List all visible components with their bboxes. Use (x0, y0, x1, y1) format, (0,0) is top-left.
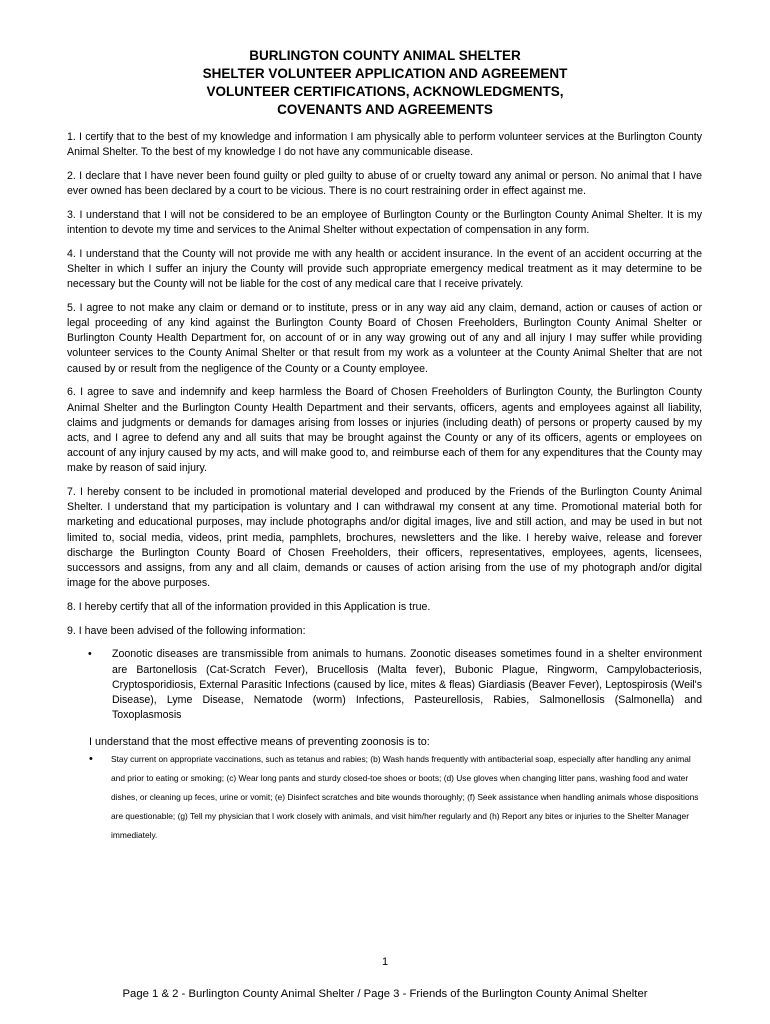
page-footer: Page 1 & 2 - Burlington County Animal Shelter / Page 3 - Friends of the Burlington County Animal Shelter (122, 988, 648, 1000)
bullet-icon: • (89, 753, 93, 766)
page-number: 1 (381, 956, 389, 968)
paragraph-2: 2. I declare that I have never been found guilty or pled guilty to abuse of or cruelty toward any animal or person. No animal that I have ever owned has been declared by a court to be vicious. There is no court restraining order in effect against me. (67, 169, 702, 198)
paragraph-5: 5. I agree to not make any claim or demand or to institute, press or in any way aid any claim, demand, action or causes of action or legal proceeding of any kind against the Burlington County Board of Chosen Freeholders, Burlington County Animal Shelter or Burlington County Health Department for, on account of or in any way growing out of any and all injury I may suffer while providing volunteer services to the County Animal Shelter or that result from my work as a volunteer at the County Animal Shelter that are not caused by or result from the negligence of the County or a County employee. (67, 301, 702, 375)
list-item (67, 647, 702, 723)
document-body (67, 130, 702, 845)
prevention-text: Stay current on appropriate vaccinations, such as tetanus and rabies; (b) Wash hands frequently with antibacterial soap, especially after handling any animal and prior to eating or smoking; (c) Wear long pants and sturdy closed-toe shoes or boots; (d) Use gloves when changing litter pans, washing food and water dishes, or cleaning up feces, urine or vomit; (e) Disinfect scratches and bite wounds thoroughly; (f) Seek assistance when handling animals whose dispositions are questionable; (g) Tell my physician that I work closely with animals, and visit him/her regularly and (h) Report any bites or injuries to the Shelter Manager immediately. (111, 754, 699, 841)
title-line-4: COVENANTS AND AGREEMENTS (277, 102, 493, 117)
zoonotic-diseases-text: Zoonotic diseases are transmissible from animals to humans. Zoonotic diseases sometimes found in a shelter environment are Bartonellosis (Cat-Scratch Fever), Brucellosis (Malta fever), Bubonic Plague, Ringworm, Campylobacteriosis, Cryptosporidiosis, External Parasitic Infections (caused by lice, mites & fleas) Giardiasis (Beaver Fever), Leptospirosis (Weil's Disease), Lyme Disease, Nematode (worm) Infections, Pasteurellosis, Rabies, Salmonellosis (Salmonella) and Toxoplasmosis (112, 648, 702, 722)
title-line-3: VOLUNTEER CERTIFICATIONS, ACKNOWLEDGMENTS, (206, 84, 564, 99)
paragraph-7: 7. I hereby consent to be included in promotional material developed and produced by the Friends of the Burlington County Animal Shelter. I understand that my participation is voluntary and I can withdrawal my consent at any time. Promotional material both for marketing and educational purposes, may include photographs and/or digital images, live and still action, and may be used in but not limited to, social media, videos, print media, pamphlets, brochures, newsletters and the like. I hereby waive, release and forever discharge the Burlington County Board of Chosen Freeholders, their officers, representatives, employees, agents, licensees, successors and assigns, from any and all claim, demands or causes of action arising from the use of my photograph and/or digital image for the above purposes. (67, 486, 702, 590)
prevention-heading: I understand that the most effective means of preventing zoonosis is to: (89, 736, 430, 749)
paragraph-3: 3. I understand that I will not be considered to be an employee of Burlington County or the Burlington County Animal Shelter. It is my intention to devote my time and services to the Animal Shelter without expectation of compensation in any form. (67, 208, 702, 237)
paragraph-9: 9. I have been advised of the following information: (67, 624, 306, 637)
prevention-list-item (89, 750, 702, 845)
zoonotic-list (67, 647, 702, 723)
paragraph-4: 4. I understand that the County will not provide me with any health or accident insurance. In the event of an accident occurring at the Shelter in which I suffer an injury the County will provide such appropriate emergency medical treatment as it may determine to be necessary but the County will not be liable for the cost of any medical care that I receive privately. (67, 247, 702, 291)
paragraph-6: 6. I agree to save and indemnify and keep harmless the Board of Chosen Freeholders of Burlington County, the Burlington County Animal Shelter and the Burlington County Health Department and their servants, officers, agents and employees against all liability, claims and judgments or demands for damages arising from losses or injuries (including death) of persons or property caused by my acts, and I agree to defend any and all suits that may be brought against the County or any of its officers, agents or employees on account of any injury caused by my acts, and will make good to, and reimburse each of them for any expenditures that the County may make by reason of said injury. (67, 386, 702, 475)
bullet-icon: • (88, 648, 92, 661)
paragraph-8: 8. I hereby certify that all of the information provided in this Application is true. (67, 600, 431, 613)
title-line-1: BURLINGTON COUNTY ANIMAL SHELTER (249, 48, 521, 63)
paragraph-1: 1. I certify that to the best of my knowledge and information I am physically able to perform volunteer services at the Burlington County Animal Shelter. To the best of my knowledge I do not have any communicable disease. (67, 131, 702, 159)
title-line-2: SHELTER VOLUNTEER APPLICATION AND AGREEMENT (202, 66, 568, 81)
document-title (0, 47, 770, 119)
